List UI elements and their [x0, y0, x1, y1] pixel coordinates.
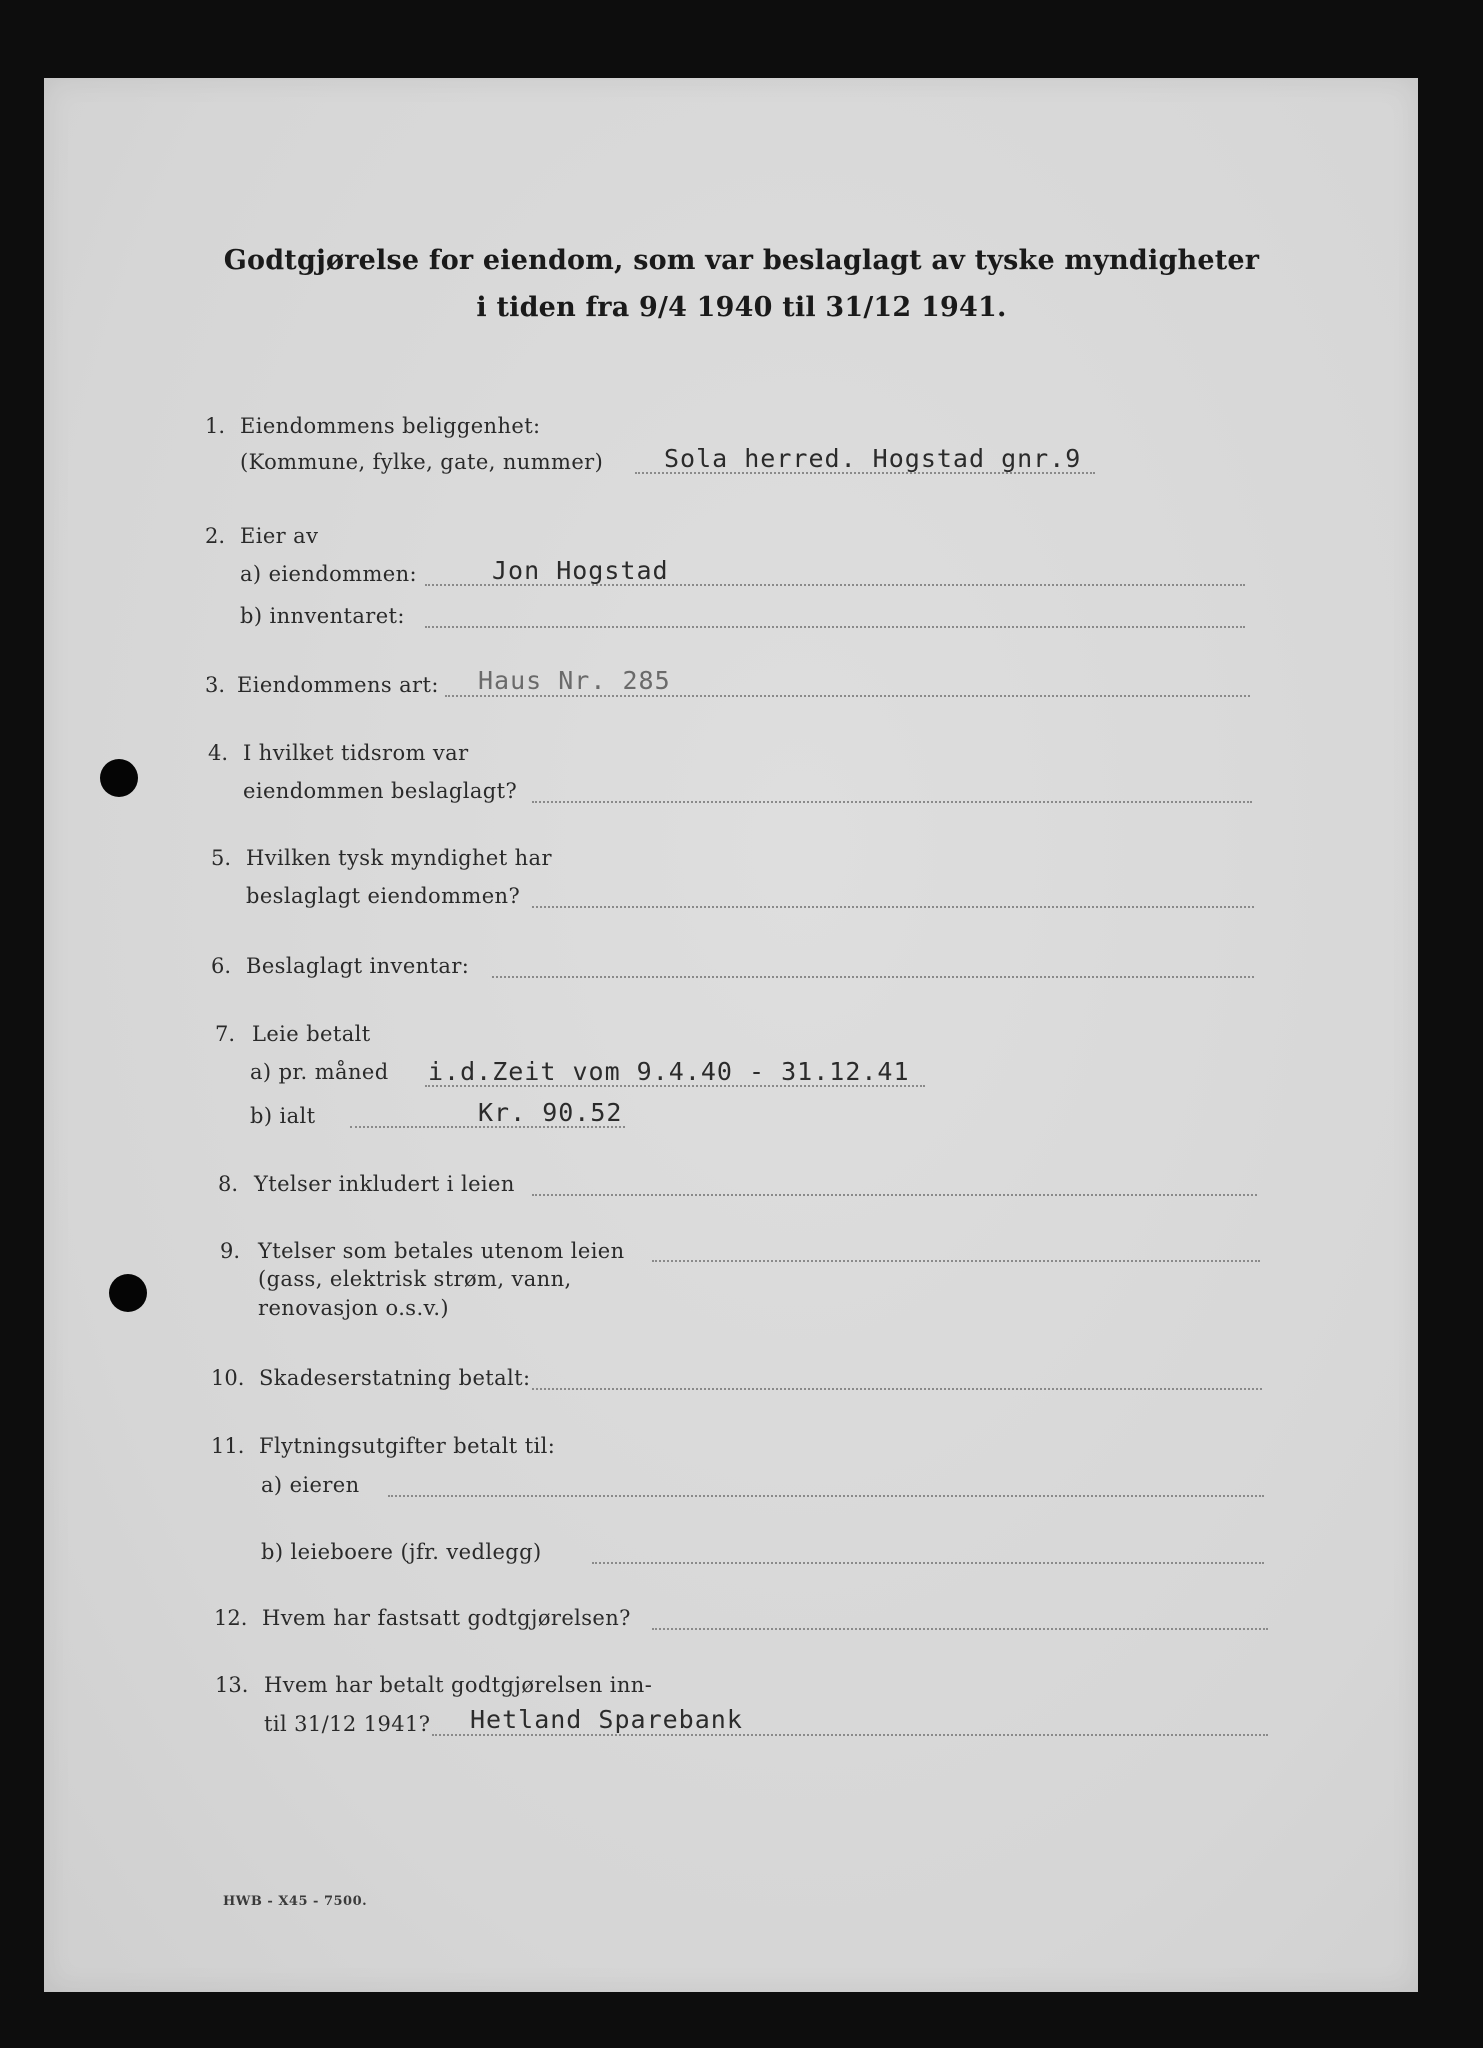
item-9-sublabel-2: renovasjon o.s.v.)	[258, 1296, 449, 1320]
item-7b-answer: Kr. 90.52	[478, 1098, 623, 1127]
item-7-label: Leie betalt	[252, 1022, 371, 1046]
item-1-label: Eiendommens beliggenhet:	[240, 414, 541, 438]
item-2a-answer: Jon Hogstad	[492, 556, 669, 585]
item-9-answer-line	[652, 1260, 1260, 1262]
item-9-sublabel-1: (gass, elektrisk strøm, vann,	[258, 1267, 572, 1291]
item-1-number: 1.	[205, 414, 226, 438]
item-8-label: Ytelser inkludert i leien	[254, 1172, 515, 1196]
punch-hole-lower	[109, 1274, 147, 1312]
item-1-answer: Sola herred. Hogstad gnr.9	[664, 444, 1082, 473]
item-6-label: Beslaglagt inventar:	[246, 954, 470, 978]
item-9-label: Ytelser som betales utenom leien	[258, 1239, 625, 1263]
item-11b-label: b) leieboere (jfr. vedlegg)	[261, 1540, 542, 1564]
item-4-answer-line	[532, 801, 1252, 803]
item-11-number: 11.	[211, 1434, 245, 1458]
item-3-answer: Haus Nr. 285	[478, 666, 671, 695]
item-1-sublabel: (Kommune, fylke, gate, nummer)	[240, 450, 604, 474]
item-8-answer-line	[532, 1194, 1257, 1196]
item-2b-answer-line	[425, 626, 1245, 628]
item-9-number: 9.	[220, 1239, 241, 1263]
item-10-number: 10.	[211, 1366, 245, 1390]
printer-code: HWB - X45 - 7500.	[223, 1894, 368, 1909]
item-7a-label: a) pr. måned	[250, 1060, 389, 1084]
form-title-line2: i tiden fra 9/4 1940 til 31/12 1941.	[476, 292, 1007, 323]
form-title-line1: Godtgjørelse for eiendom, som var beslaglagt av tyske myndigheter	[223, 245, 1260, 276]
item-13-answer: Hetland Sparebank	[470, 1705, 743, 1734]
punch-hole-upper	[100, 759, 138, 797]
item-13-sublabel: til 31/12 1941?	[264, 1712, 431, 1736]
item-12-number: 12.	[214, 1606, 248, 1630]
item-4-sublabel: eiendommen beslaglagt?	[243, 779, 518, 803]
item-2-label: Eier av	[240, 524, 319, 548]
item-11b-answer-line	[592, 1562, 1264, 1564]
item-11a-label: a) eieren	[261, 1473, 360, 1497]
item-13-label: Hvem har betalt godtgjørelsen inn-	[264, 1673, 653, 1697]
item-10-label: Skadeserstatning betalt:	[259, 1366, 531, 1390]
item-7-number: 7.	[215, 1022, 236, 1046]
item-3-label: Eiendommens art:	[237, 673, 439, 697]
item-12-answer-line	[652, 1628, 1268, 1630]
item-7b-label: b) ialt	[250, 1104, 316, 1128]
item-8-number: 8.	[218, 1172, 239, 1196]
item-2a-label: a) eiendommen:	[240, 562, 418, 586]
item-6-answer-line	[492, 976, 1254, 978]
item-5-label: Hvilken tysk myndighet har	[246, 846, 552, 870]
item-3-answer-line	[445, 695, 1250, 697]
item-2-number: 2.	[205, 524, 226, 548]
item-13-answer-line	[432, 1734, 1268, 1736]
item-10-answer-line	[532, 1388, 1262, 1390]
item-12-label: Hvem har fastsatt godtgjørelsen?	[262, 1606, 631, 1630]
item-6-number: 6.	[211, 954, 232, 978]
item-4-label: I hvilket tidsrom var	[243, 741, 469, 765]
item-13-number: 13.	[215, 1673, 249, 1697]
item-5-answer-line	[532, 906, 1254, 908]
item-3-number: 3.	[205, 673, 226, 697]
item-7a-answer: i.d.Zeit vom 9.4.40 - 31.12.41	[428, 1057, 910, 1086]
item-2b-label: b) innventaret:	[240, 604, 405, 628]
item-4-number: 4.	[208, 741, 229, 765]
item-5-sublabel: beslaglagt eiendommen?	[246, 884, 521, 908]
item-5-number: 5.	[211, 846, 232, 870]
item-11-label: Flytningsutgifter betalt til:	[259, 1434, 556, 1458]
item-11a-answer-line	[388, 1495, 1264, 1497]
